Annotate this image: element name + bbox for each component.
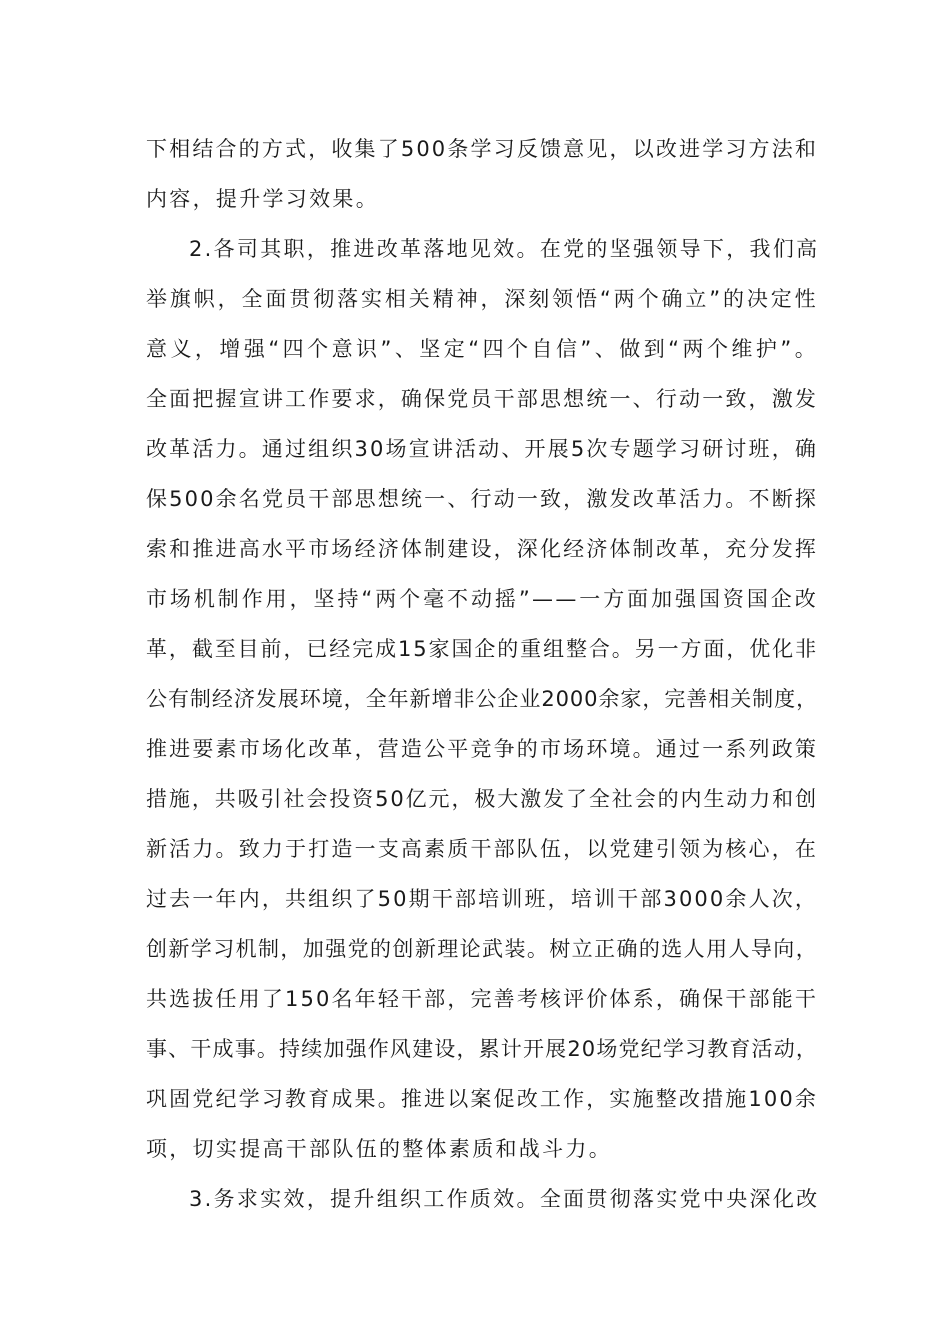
body-line-15: 新活力。致力于打造一支高素质干部队伍，以党建引领为核心，在 [146, 837, 818, 861]
body-line-6: 全面把握宣讲工作要求，确保党员干部思想统一、行动一致，激发 [146, 387, 818, 411]
body-line-11: 革，截至目前，已经完成15家国企的重组整合。另一方面，优化非 [146, 637, 818, 661]
body-line-20: 巩固党纪学习教育成果。推进以案促改工作，实施整改措施100余 [146, 1087, 818, 1111]
body-line-7: 改革活力。通过组织30场宣讲活动、开展5次专题学习研讨班，确 [146, 437, 818, 461]
body-line-10: 市场机制作用，坚持“两个毫不动摇”——一方面加强国资国企改 [146, 587, 818, 611]
body-line-4: 举旗帜，全面贯彻落实相关精神，深刻领悟“两个确立”的决定性 [146, 287, 818, 311]
body-line-5: 意义，增强“四个意识”、坚定“四个自信”、做到“两个维护”。 [146, 337, 818, 361]
body-line-19: 事、干成事。持续加强作风建设，累计开展20场党纪学习教育活动， [146, 1037, 818, 1061]
body-line-18: 共选拔任用了150名年轻干部，完善考核评价体系，确保干部能干 [146, 987, 818, 1011]
body-line-9: 索和推进高水平市场经济体制建设，深化经济体制改革，充分发挥 [146, 537, 818, 561]
body-line-2: 内容，提升学习效果。 [146, 187, 379, 211]
body-line-16: 过去一年内，共组织了50期干部培训班，培训干部3000余人次， [146, 887, 818, 911]
body-line-13: 推进要素市场化改革，营造公平竞争的市场环境。通过一系列政策 [146, 737, 818, 761]
paragraph-2-heading-line: 2.各司其职，推进改革落地见效。在党的坚强领导下，我们高 [189, 237, 820, 261]
body-line-1: 下相结合的方式，收集了500条学习反馈意见，以改进学习方法和 [146, 137, 818, 161]
paragraph-3-heading-line: 3.务求实效，提升组织工作质效。全面贯彻落实党中央深化改 [189, 1187, 820, 1211]
body-line-17: 创新学习机制，加强党的创新理论武装。树立正确的选人用人导向， [146, 937, 818, 961]
body-line-8: 保500余名党员干部思想统一、行动一致，激发改革活力。不断探 [146, 487, 818, 511]
body-line-12: 公有制经济发展环境，全年新增非公企业2000余家，完善相关制度， [146, 687, 818, 711]
body-line-21: 项，切实提高干部队伍的整体素质和战斗力。 [146, 1137, 612, 1161]
body-line-14: 措施，共吸引社会投资50亿元，极大激发了全社会的内生动力和创 [146, 787, 818, 811]
